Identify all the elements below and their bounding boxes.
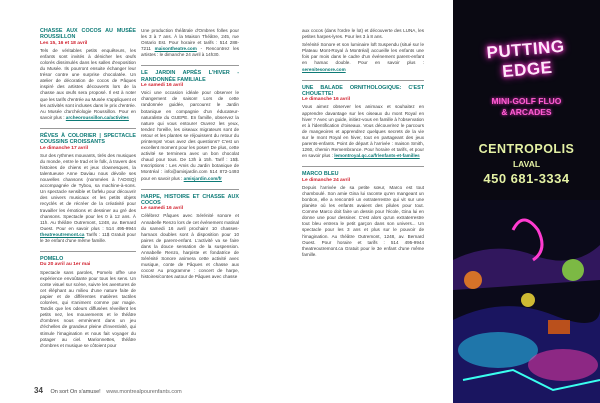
page-footer [34, 386, 182, 395]
divider [141, 65, 239, 66]
column-2 [141, 28, 239, 288]
event-body: Célébrez Pâques avec Sérénité sonore et Annabelle Renzo lors de cet événement matinal du samedi 16 avril prochain! 10 chasses-harnacs doubles sont à disposition pour 10 paires de parent-enfant. L'activité va se faire dans la douce sensation de la suspension. Annabelle Renzo, harpiste et fondatrice de Sérénité Sonore animera cette activité avec musique, conte de Pâques et chasse aux cocos! Au programme : concert de harpe, histoires/contes autour de Pâques avec chasse [141, 213, 239, 280]
ad-minigolf-photo [453, 200, 600, 403]
footer-label: On sort On s'amuse! [50, 389, 101, 395]
ad-venue: CENTROPOLIS [478, 142, 575, 156]
event-pomelo [40, 256, 136, 349]
footer-website: www.montrealpourenfants.com [106, 389, 182, 395]
event-after: Sérénité Sonore et son luminaire loft Suspendu (situé sur le Plateau Mont-Royal à Montréal) accueille les enfants une fois par mois dans le cadre d'un événement parent-enfant en hamac double. Pour en savoir plus : [302, 42, 424, 66]
event-harpe [141, 194, 239, 281]
divider [40, 251, 136, 252]
event-balade [302, 85, 424, 160]
event-title: LE JARDIN APRÈS L'HIVER - RANDONNÉE FAMILIALE [141, 70, 239, 83]
event-link[interactable]: serenitesonore.com [302, 66, 346, 72]
event-reves [40, 133, 136, 244]
event-body: Spectacle sans paroles, Pomelo offre une expérience envoûtante pour tous les sens. Un conte visuel sur scène, suivre les aventures de cet éléphant au milieu d'une nature faite de papier et de différentes matières tactiles colorées, qui s'animent comme par magie. Tandis que les odeurs diffusées réveillent les petits nez, les mouvements et le théâtre d'ombres nous emmènent dans un jeu d'échelles de grandeur pleine d'inventivité, qui stimule l'imagination et nous fait voyager du potager au ciel. Marionnettes, théâtre d'ombres et musique se côtoient pour [40, 269, 136, 348]
event-title: MARCO BLEU [302, 171, 339, 178]
event-body: Tels de véritables petits enquêteurs, les enfants sont invités à dénicher les œufs colorés dissimulés dans les salles d'exposition du Musée. Ils pourront ensuite échanger leur trésor contre une surprise chocolatée. Un atelier de décoration de cocos de Pâques inspiré des artistes découverts lors de la chasse aux œufs sera proposé. Il est à noter que les tarifs d'entrée au Musée s'appliquent et les activités sont incluses dans le prix d'entrée. Au Musée d'archéologie Roussillon. Pour en savoir plus : [40, 47, 136, 120]
event-roussillon [40, 28, 136, 121]
event-link[interactable]: theatreoutremont.ca [40, 231, 85, 237]
event-date: Les 15, 16 et 18 avril [40, 40, 88, 46]
ad-tagline [453, 96, 600, 118]
event-link[interactable]: amisjardin.com/fr [183, 175, 222, 181]
event-body: Une production théâtrale d'Ombres folles pour les 3 à 7 ans. À la Maison Théâtre, 245, rue Ontario Est. Pour horaire et tarifs : 514 288-7211 [141, 28, 239, 52]
event-link[interactable]: archeoroussillon.ca/activites [65, 114, 129, 120]
event-title: POMELO [40, 256, 64, 263]
ad-tagline-line1: MINI-GOLF FLUO [491, 96, 562, 106]
ad-logo: PUTTING EDGE [485, 36, 566, 82]
event-title: CHASSE AUX COCOS AU MUSÉE ROUSSILLON [40, 28, 136, 41]
event-body: Voici une occasion idéale pour observer le changement de saison! Lors de cette randonnée guidée, parcourez le Jardin botanique en compagnie d'un éducateur-naturaliste du GUEPE. En famille, observez la nature qui vous entoure! Ouvrez les yeux, tendez l'oreille, les oiseaux migrateurs sont de retour et les plantes se réjouissent du retour du printemps! Vous avez des questions? C'est un excellent moment pour les poser! De plus, cette activité se terminera avec un bon chocolat chaud pour tous. De 13h à 15h. Tarif : 15$. Inscriptions : Les Amis du Jardin botanique de Montréal : info@amisjardin.com 514 872-1493 pour en savoir plus : [141, 90, 239, 181]
event-link[interactable]: lemontroyal.qc.ca/fr/enfants-et-familles [334, 153, 420, 159]
event-title: RÊVES À COLORIER | SPECTACLE COUSSINS CROISSANTS [40, 132, 136, 146]
ad-phone: 450 681-3334 [483, 171, 570, 186]
event-harpe-cont [302, 28, 424, 73]
event-ombres [141, 28, 239, 58]
event-body: Vous aimez observer les animaux et souhaitez en apprendre davantage sur les oiseaux du mont Royal en hiver ? Avec un guide, initiez-vous en famille à l'observation et à l'identification d'oiseaux. Vous découvrirez le parcours de mangeoires et apprendrez quelques secrets de la vie sur le mont Royal en hiver, tout en partageant des jeux parents-enfants. Point de départ à l'arrivée : maison Smith, 1260, chemin Remembrance. Pour horaire et tarifs, et pour en savoir plus : [302, 104, 424, 159]
page-number: 34 [34, 386, 43, 395]
event-marco [302, 171, 424, 258]
event-date: Du 20 avril au 1er mai [40, 262, 91, 268]
ad-tagline-line2: & ARCADES [501, 107, 552, 117]
event-link[interactable]: maisontheatre.com [154, 46, 197, 52]
event-body: aux cocos (dans l'ordre le lot) et découverte des LUNA, les petites harpes-lyres. Pour les 3 à 8 ans. [302, 28, 424, 40]
event-date: Le samedi 16 avril [141, 206, 184, 212]
event-date: Le dimanche 24 avril [302, 177, 351, 183]
ad-city: LAVAL [512, 159, 541, 169]
event-after: Tarifs : 11$ Gratuit pour le 3e enfant d'une même famille. [40, 231, 136, 244]
column-1 [40, 28, 136, 356]
divider [141, 189, 239, 190]
event-title: UNE BALADE ORNITHOLOGIQUE: C'EST CHOUETTE! [302, 84, 424, 97]
divider [40, 128, 136, 129]
event-date: Le samedi 16 avril [141, 83, 184, 89]
event-after: - Rencontrez les artistes : le dimanche 24 avril à 14h30. [141, 46, 240, 58]
event-jardin [141, 70, 239, 181]
event-body: Sur des rythmes mouvants, tirés des musiques du monde, entre le trad et le folk, à travers des histoires de chiens et jeux clownesques, la talentueuse Anne Daviau nous dévoile ses nouvelles chansons (nommées à l'ADISQ) accompagnée de Tybou, sa machine-à-sons. Un spectacle sensible et farfelu pour découvrir des univers musicaux et les petits objets recyclés et de récréer de la créativité pour travailler les émotions et dessiner au gré des chansons. Spectacle pour les 0 à 12 ans. À 11h. Au théâtre Outremont, 1248, av. Bernard Ouest. Pour en savoir plus : 514 495-9944 [40, 152, 136, 231]
event-body: Depuis l'arrivée de sa petite sœur, Marco est tout chamboulé. Son amie Gina lui raconte qu'en mangeant un bonbon, elle a rencontré un extraterrestre qui vit sur une planète où les enfants avaient des pilules pour tout. Comme Marco doit faire un dessin pour l'école, Gina lui en donne une pour dessiner. C'est alors qu'un extraterrestre tout bleu entrera le petit garçon dans son univers... Un spectacle pour les 3 ans et plus sur le pouvoir de l'imagination. Au théâtre Outremont, 1248, av. Bernard Ouest. Pour horaire et tarifs : 514 495-9944 theatreoutremont.ca Gratuit pour le 3e enfant d'une même famille. [302, 184, 424, 257]
advertisement[interactable] [453, 0, 600, 403]
divider [302, 166, 424, 167]
event-date: Le dimanche 16 avril [302, 97, 351, 103]
divider [302, 80, 424, 81]
event-date: Le dimanche 17 avril [40, 145, 89, 151]
event-title: HARPE, HISTOIRE ET CHASSE AUX COCOS [141, 193, 239, 206]
column-3 [302, 28, 424, 265]
